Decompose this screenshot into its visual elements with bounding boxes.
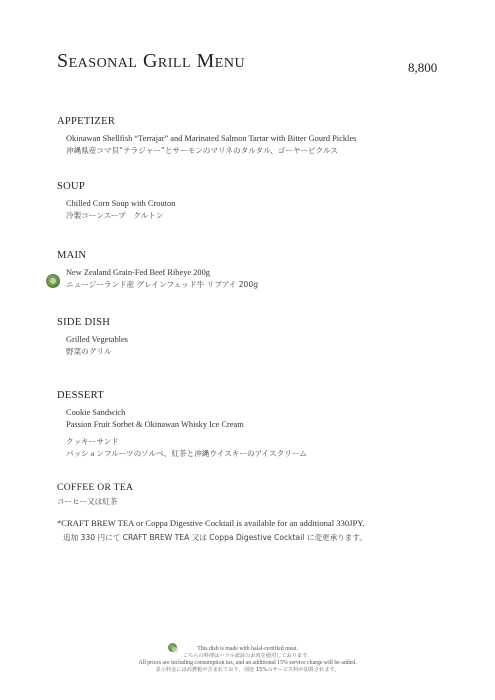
footer-halal-en: This dish is made with halal-certified meat.: [197, 646, 298, 652]
menu-price: 8,800: [408, 60, 438, 75]
dessert-en-1: Cookie Sandwich: [66, 408, 126, 417]
main-en: New Zealand Grain-Fed Beef Ribeye 200g: [66, 268, 210, 277]
dessert-jp-2: パッションフルーツのソルベ、紅茶と沖縄ウイスキーのアイスクリーム: [66, 449, 308, 458]
section-dessert: [57, 390, 307, 460]
section-coffee: [57, 482, 133, 507]
appetizer-jp: 沖縄県産コマ貝“テラジャー”とサーモンのマリネのタルタル、ゴーヤーピクルス: [66, 146, 338, 155]
side-en: Grilled Vegetables: [66, 335, 128, 344]
footer-halal-jp: こちらの料理はハラル認証のお肉を使用しております。: [182, 653, 313, 659]
appetizer-heading: APPETIZER: [57, 116, 116, 127]
main-jp: ニュージーランド産 グレインフェッド牛 リブアイ 200g: [66, 280, 259, 289]
section-side: [57, 317, 128, 358]
footer-prices-en: All prices are including consumption tax, and an additional 15% service charge will be added.: [138, 660, 357, 666]
upgrade-note-jp: 追加 330 円にて CRAFT BREW TEA 又は Coppa Digestive Cocktail に変更承ります。: [63, 533, 367, 542]
side-heading: SIDE DISH: [57, 317, 111, 328]
dessert-heading: DESSERT: [57, 390, 104, 401]
appetizer-en: Okinawan Shellfish “Terrajar” and Marinated Salmon Tartar with Bitter Gourd Pickles: [66, 134, 357, 143]
section-appetizer: [57, 116, 356, 157]
section-main: [57, 250, 258, 291]
coffee-heading: COFFEE OR TEA: [57, 482, 134, 493]
upgrade-note-en: *CRAFT BREW TEA or Coppa Digestive Cocktail is available for an additional 330JPY.: [57, 518, 365, 528]
menu-title: Seasonal Grill Menu: [57, 50, 246, 72]
soup-en: Chilled Corn Soup with Crouton: [66, 199, 176, 208]
soup-heading: SOUP: [57, 181, 86, 192]
coffee-jp: コーヒー又は紅茶: [57, 497, 118, 506]
footer-prices-jp: 表示料金には消費税が含まれており、別途 15%のサービス料が加算されます。: [155, 667, 340, 673]
main-heading: MAIN: [57, 250, 87, 261]
dessert-jp-1: クッキーサンド: [66, 437, 119, 446]
section-soup: [57, 181, 175, 222]
dessert-en-2: Passion Fruit Sorbet & Okinawan Whisky Ice Cream: [66, 420, 244, 429]
side-jp: 野菜のグリル: [66, 347, 112, 356]
halal-icon: [46, 274, 60, 288]
footer: [0, 646, 495, 674]
soup-jp: 冷製コーンスープ クルトン: [66, 211, 164, 220]
